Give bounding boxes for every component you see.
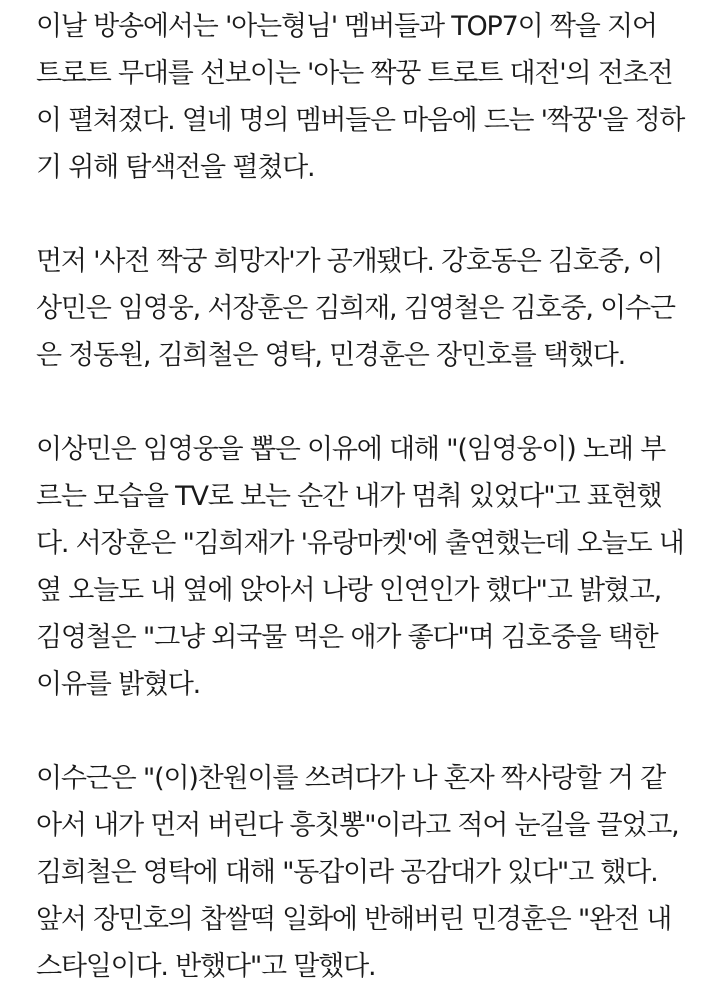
text-line: 아서 내가 먼저 버린다 흥칫뽕"이라고 적어 눈길을 끌었고, bbox=[36, 810, 679, 841]
text-line: 이수근은 "(이)찬원이를 쓰려다가 나 혼자 짝사랑할 거 같 bbox=[36, 763, 665, 794]
text-line: 앞서 장민호의 찹쌀떡 일화에 반해버린 민경훈은 "완전 내 bbox=[36, 904, 672, 935]
text-line: 김영철은 "그냥 외국물 먹은 애가 좋다"며 김호중을 택한 bbox=[36, 622, 658, 653]
text-line: 트로트 무대를 선보이는 '아는 짝꿍 트로트 대전'의 전초전 bbox=[36, 58, 673, 89]
text-line: 스타일이다. 반했다"고 말했다. bbox=[36, 951, 376, 982]
text-line: 옆 오늘도 내 옆에 앉아서 나랑 인연인가 했다"고 밝혔고, bbox=[36, 575, 662, 606]
text-line: 먼저 '사전 짝궁 희망자'가 공개됐다. 강호동은 김호중, 이 bbox=[36, 246, 663, 277]
text-line: 르는 모습을 TV로 보는 순간 내가 멈춰 있었다"고 표현했 bbox=[36, 481, 662, 512]
text-line: 이유를 밝혔다. bbox=[36, 669, 201, 700]
text-line: 기 위해 탐색전을 펼쳤다. bbox=[36, 152, 315, 183]
text-line: 은 정동원, 김희철은 영탁, 민경훈은 장민호를 택했다. bbox=[36, 340, 625, 371]
text-line: 이날 방송에서는 '아는형님' 멤버들과 TOP7이 짝을 지어 bbox=[36, 11, 657, 42]
text-line: 다. 서장훈은 "김희재가 '유랑마켓'에 출연했는데 오늘도 내 bbox=[36, 528, 684, 559]
text-line: 이 펼쳐졌다. 열네 명의 멤버들은 마음에 드는 '짝꿍'을 정하 bbox=[36, 105, 685, 136]
text-line: 상민은 임영웅, 서장훈은 김희재, 김영철은 김호중, 이수근 bbox=[36, 293, 675, 324]
text-line: 김희철은 영탁에 대해 "동갑이라 공감대가 있다"고 했다. bbox=[36, 857, 658, 888]
text-line: 이상민은 임영웅을 뽑은 이유에 대해 "(임영웅이) 노래 부 bbox=[36, 434, 665, 465]
